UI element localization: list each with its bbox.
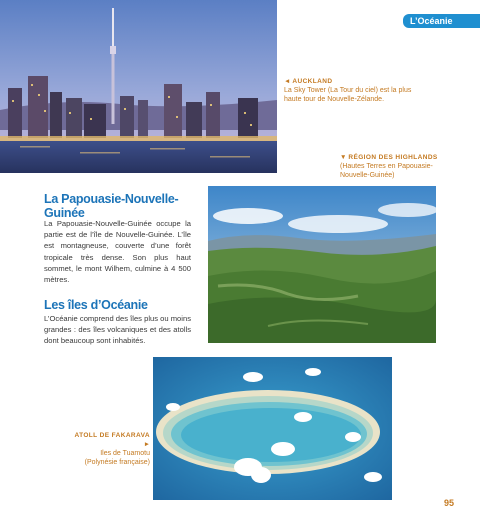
section-tab: L’Océanie <box>403 14 480 28</box>
caption-atoll-text: Iles de Tuamotu (Polynésie française) <box>84 450 150 466</box>
caption-atoll-title: ATOLL DE FAKARAVA <box>74 432 150 439</box>
caption-arrow-right-icon: ► <box>143 441 150 448</box>
caption-auckland <box>284 77 414 104</box>
paragraph-papouasie: La Papouasie-Nouvelle-Guinée occupe la partie est de l’île de Nouvelle-Guinée. L’île est montagneuse, couverte d’une forêt tropicale très dense. Son plus haut sommet, le mont Wilhem, culmine à 4 500 mètres. <box>44 219 191 285</box>
paragraph-iles-oceanie: L’Océanie comprend des îles plus ou moins grandes : des îles volcaniques et des atolls dont beaucoup sont inhabités. <box>44 314 191 346</box>
caption-auckland-title: AUCKLAND <box>292 78 333 85</box>
heading-papouasie: La Papouasie-Nouvelle-Guinée <box>44 192 179 220</box>
caption-atoll <box>70 431 150 467</box>
caption-arrow-left-icon: ◄ <box>284 78 291 85</box>
fakarava-atoll-photo <box>153 357 392 500</box>
page-number: 95 <box>444 498 455 508</box>
caption-highlands <box>340 153 440 180</box>
caption-highlands-text: (Hautes Terres en Papouasie-Nouvelle-Guinée) <box>340 163 433 179</box>
highlands-landscape-photo <box>208 186 436 343</box>
auckland-skyline-photo <box>0 0 277 173</box>
heading-iles-oceanie: Les îles d’Océanie <box>44 298 148 312</box>
caption-auckland-text: La Sky Tower (La Tour du ciel) est la plus haute tour de Nouvelle-Zélande. <box>284 87 412 103</box>
caption-highlands-title: RÉGION DES HIGHLANDS <box>348 154 438 161</box>
caption-arrow-down-icon: ▼ <box>340 154 347 161</box>
